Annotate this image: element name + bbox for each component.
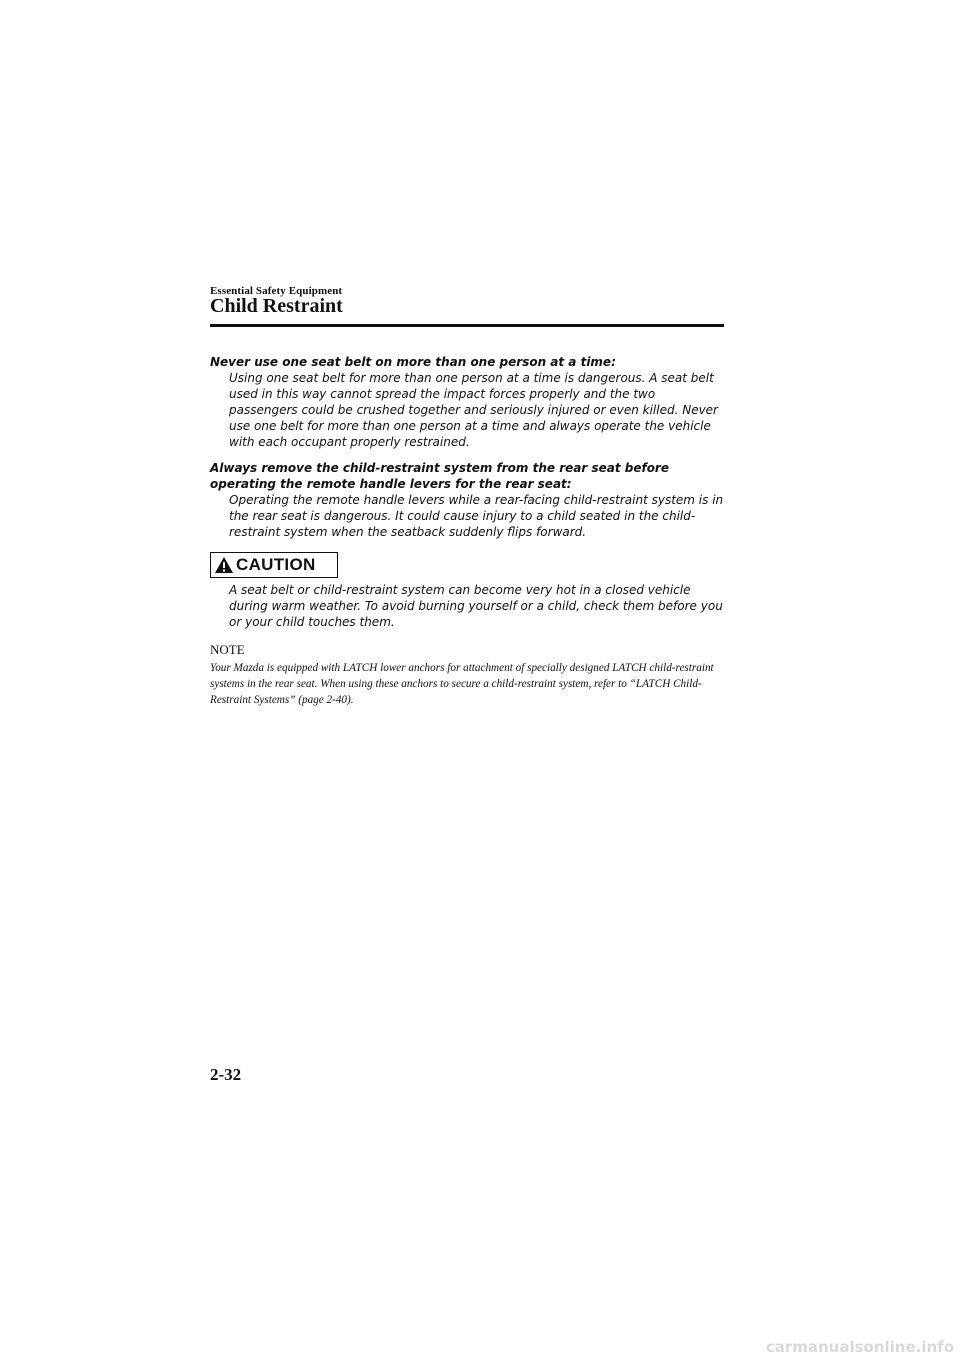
- caution-banner: [210, 552, 338, 578]
- caution-label: CAUTION: [236, 555, 316, 574]
- warning-heading: Always remove the child-restraint system from the rear seat before operating the remote handle levers for the rear seat:: [210, 461, 669, 491]
- page-title: Child Restraint: [210, 295, 343, 317]
- warning-block-1: [210, 354, 726, 450]
- header-divider: [210, 324, 724, 327]
- main-content: [210, 354, 726, 708]
- warning-body: Using one seat belt for more than one person at a time is dangerous. A seat belt used in this way cannot spread the impact forces properly and the two passengers could be crushed together and seriously injured or even killed. Never use one belt for more than one person at a time and always operate the vehicle with each occupant properly restrained.: [229, 371, 718, 449]
- warning-heading: Never use one seat belt on more than one person at a time:: [210, 355, 616, 369]
- caution-body: A seat belt or child-restraint system can become very hot in a closed vehicle during warm weather. To avoid burning yourself or a child, check them before you or your child touches them.: [229, 583, 723, 629]
- warning-triangle-icon: [214, 556, 234, 574]
- warning-block-2: [210, 460, 726, 540]
- section-label: Essential Safety Equipment: [210, 285, 343, 297]
- watermark: carmanualsonline.info: [765, 1338, 954, 1356]
- warning-body: Operating the remote handle levers while a rear-facing child-restraint system is in the rear seat is dangerous. It could cause injury to a child seated in the child-restraint system when the seatback suddenly flips forward.: [229, 493, 724, 539]
- note-title: NOTE: [210, 642, 245, 657]
- note-body: Your Mazda is equipped with LATCH lower anchors for attachment of specially designed LATCH child-restraint systems in the rear seat. When using these anchors to secure a child-restraint system, refer to “LATCH Child-Restraint Systems” (page 2-40).: [210, 662, 714, 706]
- page-number: 2-32: [210, 1065, 242, 1084]
